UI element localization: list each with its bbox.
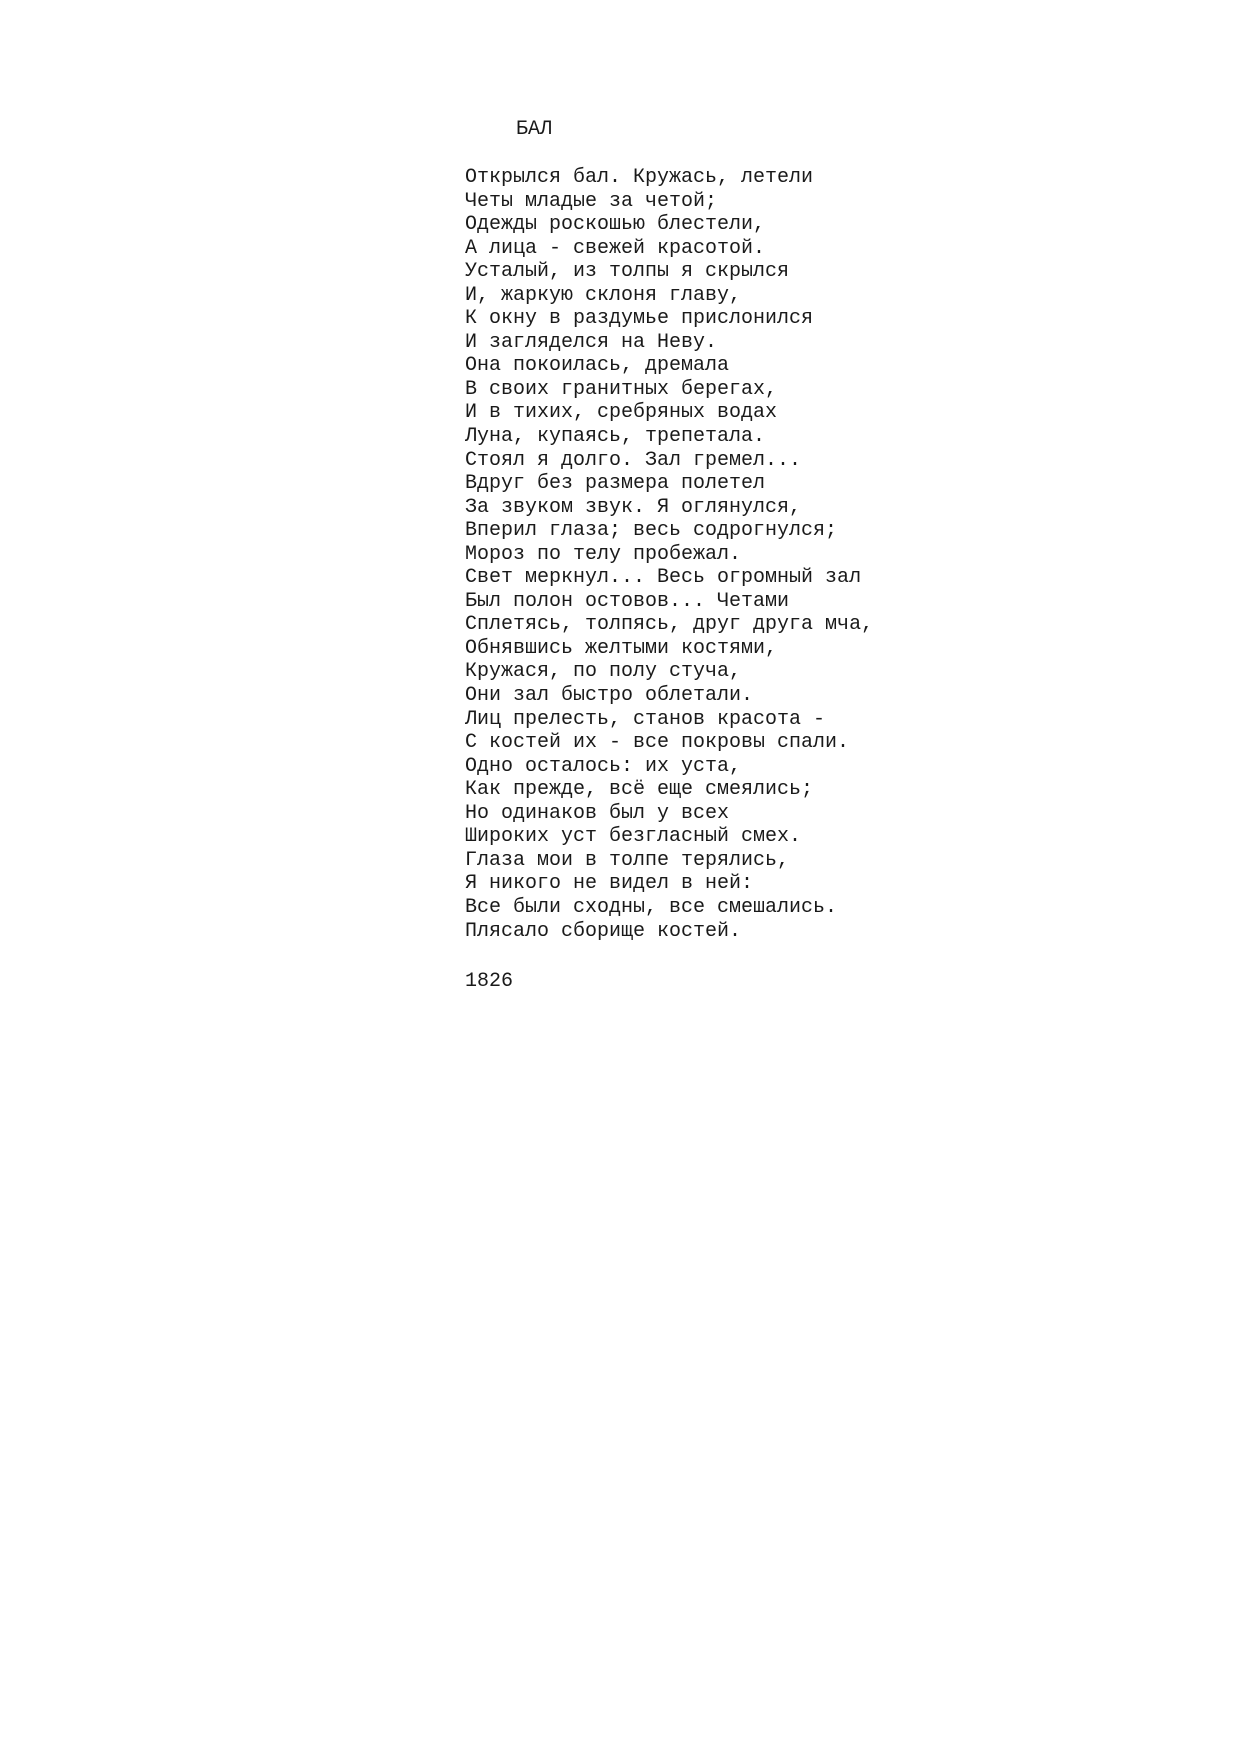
poem-line: Она покоилась, дремала <box>465 354 730 378</box>
poem-line: Свет меркнул... Весь огромный зал <box>465 566 862 590</box>
poem-line: Кружася, по полу стуча, <box>465 660 742 684</box>
poem-line: Одежды роскошью блестели, <box>465 213 766 237</box>
poem-line: Стоял я долго. Зал гремел... <box>465 448 802 472</box>
poem-year: 1826 <box>465 970 514 993</box>
poem-line: Все были сходны, все смешались. <box>465 895 838 919</box>
poem-line: Усталый, из толпы я скрылся <box>465 260 790 284</box>
poem-line: К окну в раздумье прислонился <box>465 307 814 331</box>
poem-title: БАЛ <box>516 118 553 141</box>
poem-line: И загляделся на Неву. <box>465 330 718 354</box>
poem-line: И, жаркую склоня главу, <box>465 283 742 307</box>
poem-line: Был полон остовов... Четами <box>465 589 790 613</box>
poem-line: Но одинаков был у всех <box>465 801 730 825</box>
poem-line: Одно осталось: их уста, <box>465 754 742 778</box>
poem-line: Луна, купаясь, трепетала. <box>465 425 766 449</box>
poem-body <box>465 166 873 943</box>
poem-line: Плясало сборище костей. <box>465 919 742 943</box>
poem-line: Я никого не видел в ней: <box>465 872 754 896</box>
poem-line: И в тихих, сребряных водах <box>465 401 778 425</box>
poem-line: Четы младые за четой; <box>465 189 718 213</box>
poem-line: С костей их - все покровы спали. <box>465 731 850 755</box>
poem-line: Вперил глаза; весь содрогнулся; <box>465 519 838 543</box>
poem-line: Они зал быстро облетали. <box>465 684 754 708</box>
poem-line: Сплетясь, толпясь, друг друга мча, <box>465 613 874 637</box>
poem-line: Как прежде, всё еще смеялись; <box>465 778 814 802</box>
poem-line: Мороз по телу пробежал. <box>465 542 742 566</box>
poem-line: Широких уст безгласный смех. <box>465 825 802 849</box>
poem-line: Открылся бал. Кружась, летели <box>465 166 814 189</box>
poem-line: Вдруг без размера полетел <box>465 472 766 496</box>
poem-line: Глаза мои в толпе терялись, <box>465 848 790 872</box>
poem-line: В своих гранитных берегах, <box>465 377 778 401</box>
poem-line: Лиц прелесть, станов красота - <box>465 707 826 731</box>
poem-line: Обнявшись желтыми костями, <box>465 636 778 660</box>
poem-line: А лица - свежей красотой. <box>465 236 766 260</box>
poem-line: За звуком звук. Я оглянулся, <box>465 495 802 519</box>
